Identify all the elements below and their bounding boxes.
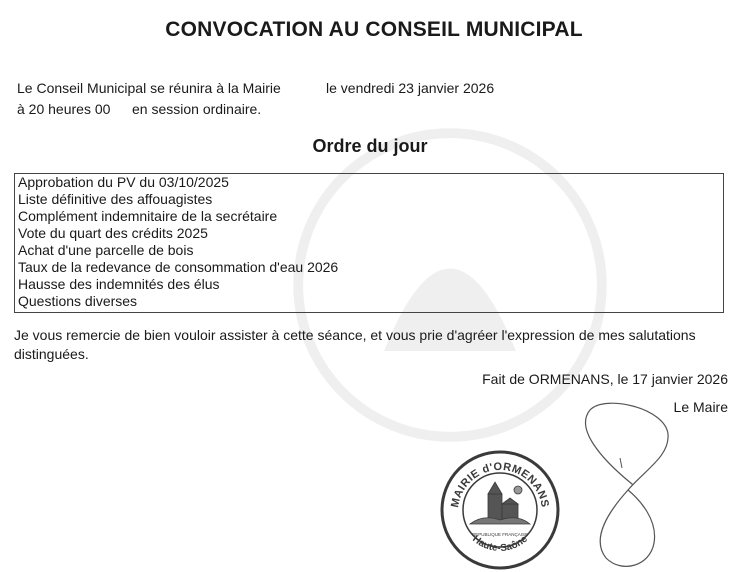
- agenda-item: Questions diverses: [18, 293, 138, 309]
- agenda-item: Hausse des indemnités des élus: [18, 276, 220, 292]
- agenda-item: Vote du quart des crédits 2025: [18, 225, 208, 241]
- signature-icon: [570, 398, 680, 570]
- meeting-date: le vendredi 23 janvier 2026: [326, 80, 495, 96]
- stamp-bottom-text: Haute-Saône: [470, 533, 530, 555]
- agenda-box: [14, 173, 724, 313]
- meeting-session: en session ordinaire.: [132, 101, 262, 117]
- agenda-item: Taux de la redevance de consommation d'eau 2026: [18, 259, 339, 275]
- meeting-time: à 20 heures 00: [17, 101, 111, 117]
- closing-paragraph: Je vous remercie de bien vouloir assister à cette séance, et vous prie d'agréer l'expression de mes salutations distinguées.: [14, 327, 696, 362]
- agenda-item: Achat d'une parcelle de bois: [18, 242, 194, 258]
- page-title: CONVOCATION AU CONSEIL MUNICIPAL: [165, 18, 583, 41]
- signatory: Le Maire: [673, 399, 728, 415]
- agenda-item: Liste définitive des affouagistes: [18, 191, 213, 207]
- stamp-inner-text: REPUBLIQUE FRANÇAISE: [471, 532, 529, 537]
- agenda-list: [15, 174, 723, 310]
- meeting-intro: Le Conseil Municipal se réunira à la Mairie: [17, 80, 281, 96]
- mairie-stamp-icon: [438, 448, 562, 572]
- stamp-emblem-icon: [470, 482, 530, 524]
- agenda-title: Ordre du jour: [312, 136, 428, 156]
- agenda-item: Approbation du PV du 03/10/2025: [18, 174, 229, 190]
- place-date: Fait de ORMENANS, le 17 janvier 2026: [482, 371, 728, 387]
- stamp-top-text: MAIRIE d'ORMENANS: [449, 460, 551, 509]
- agenda-item: Complément indemnitaire de la secrétaire: [18, 208, 278, 224]
